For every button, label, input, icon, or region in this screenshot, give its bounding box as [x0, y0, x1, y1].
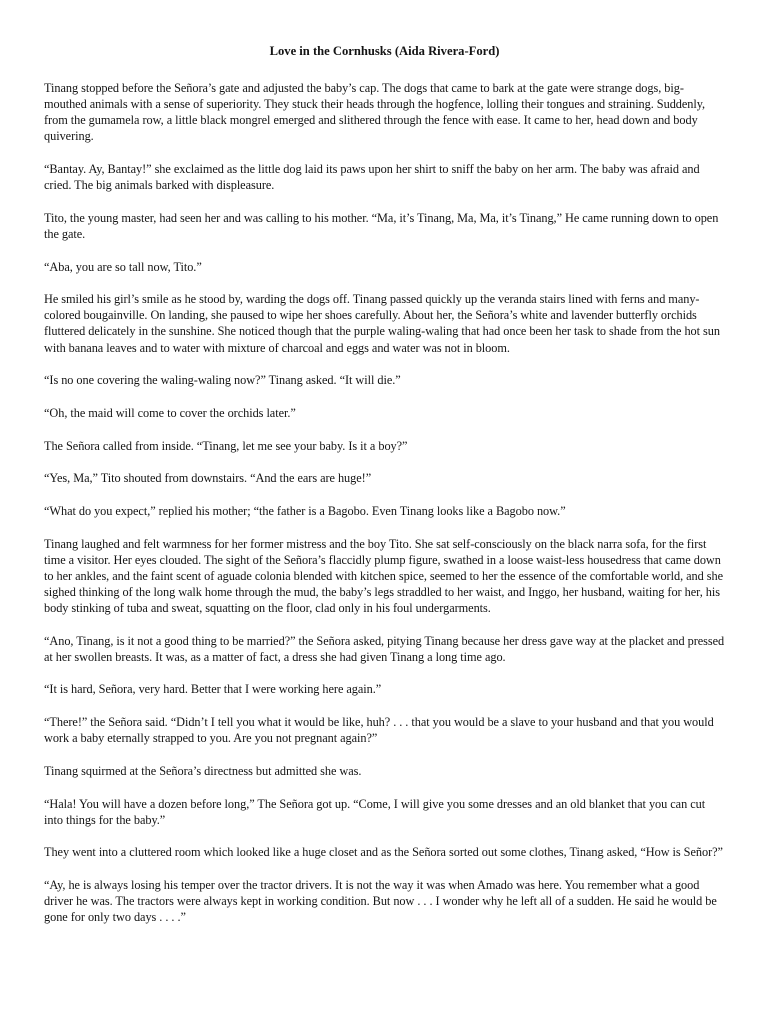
paragraph: “It is hard, Señora, very hard. Better that I were working here again.”: [44, 682, 382, 697]
paragraph: “Yes, Ma,” Tito shouted from downstairs. “And the ears are huge!”: [44, 471, 372, 486]
paragraph: Tinang laughed and felt warmness for her former mistress and the boy Tito. She sat self-consciously on the black narra sofa, for the first time a visitor. Her eyes clouded. The sight of the Señora’s flaccidly plump figure, swathed in a loose waist-less housedress that came down to her ankles, and the faint scent of aguade colonia blended with kitchen spice, seemed to her the essence of the comfortable world, and she sighed thinking of the long walk home through the mud, the baby’s legs straddled to her waist, and Inggo, her husband, waiting for her, his body stinking of tuba and sweat, squatting on the floor, clad only in his foul undergarments.: [44, 536, 723, 615]
paragraph: He smiled his girl’s smile as he stood by, warding the dogs off. Tinang passed quickly up the veranda stairs lined with ferns and many-colored bougainville. On landing, she paused to wipe her shoes carefully. About her, the Señora’s white and lavender butterfly orchids fluttered delicately in the sunshine. She noticed though that the purple waling-waling that had once been her task to shade from the hot sun with banana leaves and to water with mixture of charcoal and eggs and water was not in bloom.: [44, 292, 720, 355]
paragraph: “What do you expect,” replied his mother; “the father is a Bagobo. Even Tinang looks like a Bagobo now.”: [44, 503, 566, 518]
paragraph: They went into a cluttered room which looked like a huge closet and as the Señora sorted out some clothes, Tinang asked, “How is Señor?”: [44, 845, 723, 860]
document-title: Love in the Cornhusks (Aida Rivera-Ford): [269, 44, 500, 58]
paragraph: “There!” the Señora said. “Didn’t I tell you what it would be like, huh? . . . that you would be a slave to your husband and that you would work a baby eternally strapped to you. Are you not pregnant again?”: [44, 715, 714, 746]
paragraph: “Oh, the maid will come to cover the orchids later.”: [44, 405, 296, 420]
document-body: [44, 80, 725, 925]
paragraph: “Ano, Tinang, is it not a good thing to be married?” the Señora asked, pitying Tinang because her dress gave way at the placket and pressed at her swollen breasts. It was, as a matter of fact, a dress she had given Tinang a long time ago.: [44, 633, 725, 664]
paragraph: Tinang stopped before the Señora’s gate and adjusted the baby’s cap. The dogs that came to bark at the gate were strange dogs, big-mouthed animals with a sense of superiority. They stuck their heads through the hogfence, lolling their tongues and straining. Suddenly, from the gumamela row, a little black mongrel emerged and slithered through the fence with ease. It came to her, head down and body quivering.: [44, 81, 706, 144]
paragraph: “Ay, he is always losing his temper over the tractor drivers. It is not the way it was when Amado was here. You remember what a good driver he was. The tractors were always kept in working condition. But now . . . I wonder why he left all of a sudden. He said he would be gone for only two days . . . .”: [44, 878, 717, 925]
paragraph: “Hala! You will have a dozen before long,” The Señora got up. “Come, I will give you some dresses and an old blanket that you can cut into things for the baby.”: [44, 796, 706, 827]
paragraph: “Bantay. Ay, Bantay!” she exclaimed as the little dog laid its paws upon her shirt to sniff the baby on her arm. The baby was afraid and cried. The big animals barked with displeasure.: [44, 161, 700, 193]
paragraph: “Is no one covering the waling-waling now?” Tinang asked. “It will die.”: [44, 373, 401, 388]
paragraph: “Aba, you are so tall now, Tito.”: [44, 259, 202, 274]
paragraph: Tinang squirmed at the Señora’s directness but admitted she was.: [44, 763, 362, 778]
paragraph: The Señora called from inside. “Tinang, let me see your baby. Is it a boy?”: [44, 438, 408, 453]
paragraph: Tito, the young master, had seen her and was calling to his mother. “Ma, it’s Tinang, Ma, Ma, it’s Tinang,” He came running down to open the gate.: [44, 210, 719, 241]
